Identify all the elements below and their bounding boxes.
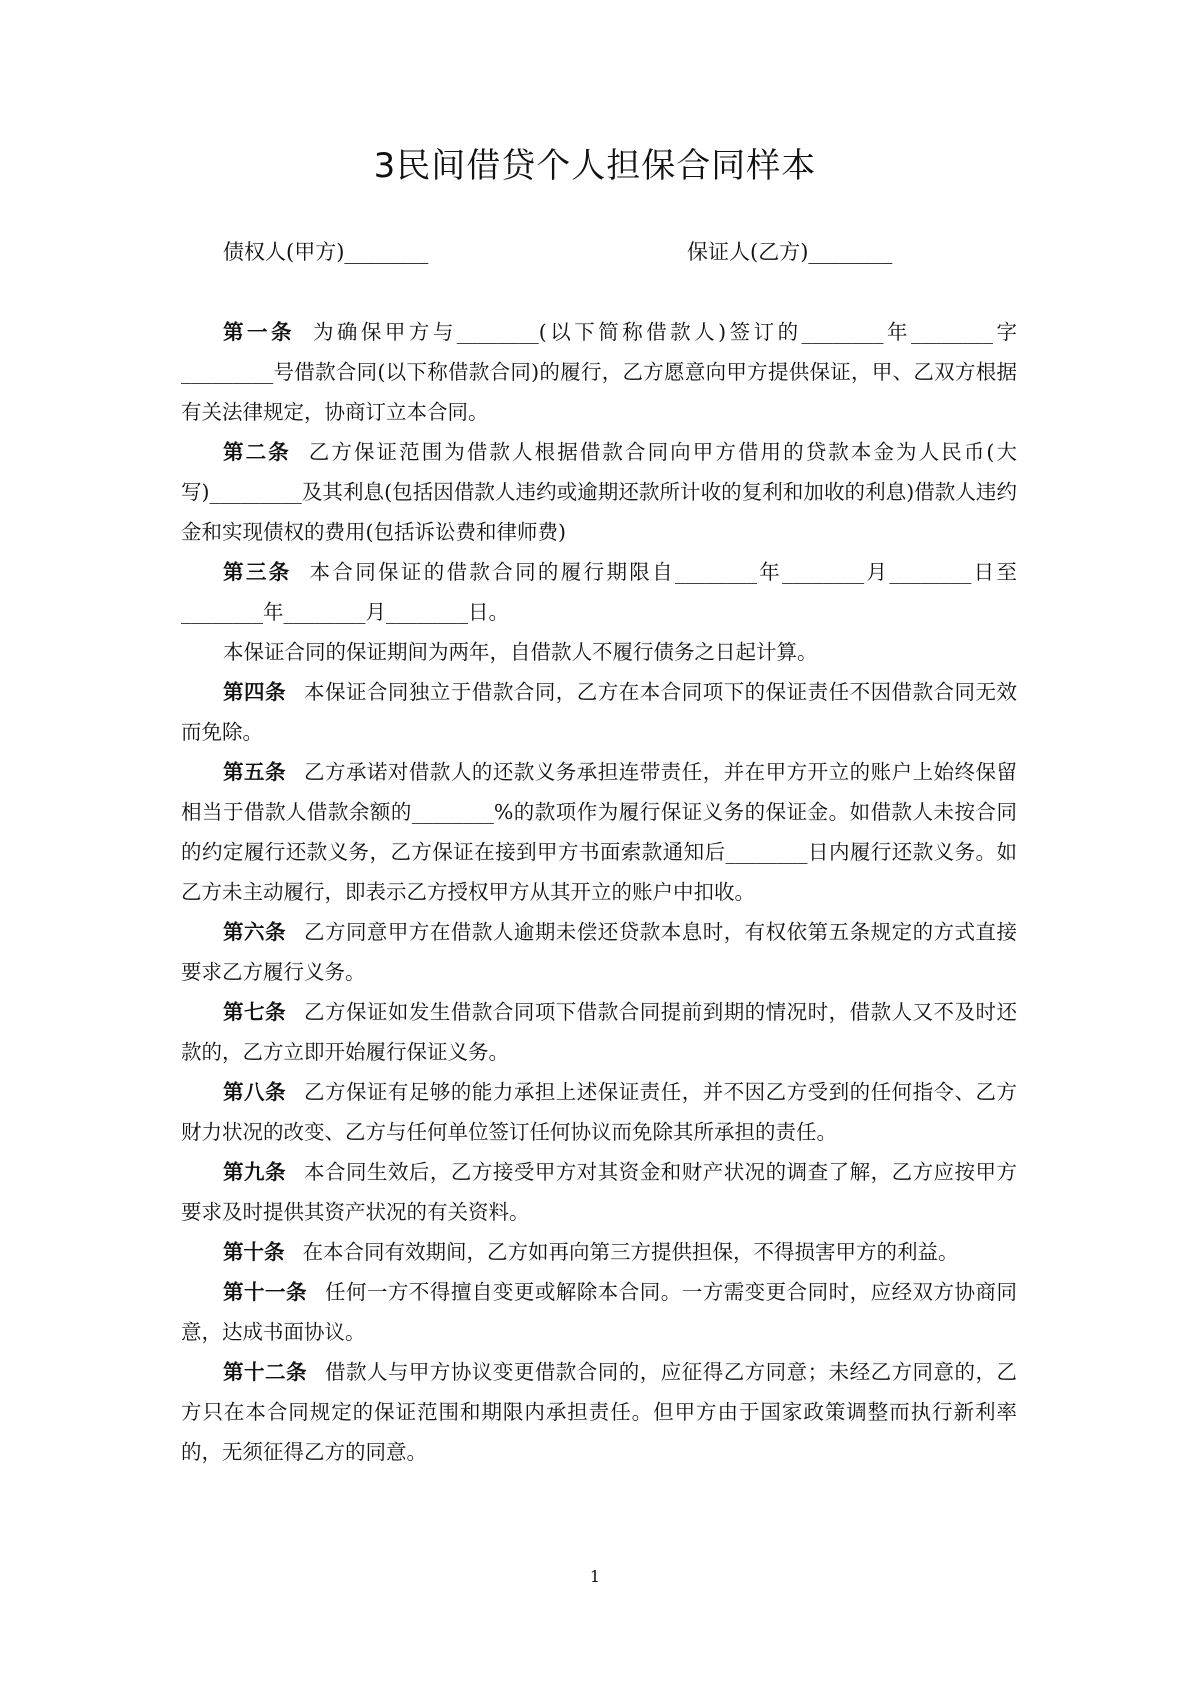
clause-11 (181, 1272, 1017, 1352)
clause-text: 乙方保证有足够的能力承担上述保证责任，并不因乙方受到的任何指令、乙方财力状况的改变、乙方与任何单位签订任何协议而免除其所承担的责任。 (181, 1080, 1018, 1144)
clause-text: 乙方同意甲方在借款人逾期未偿还贷款本息时，有权依第五条规定的方式直接要求乙方履行义务。 (181, 920, 1018, 984)
clause-number: 第十一条 (223, 1280, 307, 1304)
clause-8 (181, 1072, 1017, 1152)
clause-6 (181, 912, 1017, 992)
clause-text: 借款人与甲方协议变更借款合同的，应征得乙方同意；未经乙方同意的，乙方只在本合同规定的保证范围和期限内承担责任。但甲方由于国家政策调整而执行新利率的，无须征得乙方的同意。 (181, 1360, 1018, 1464)
page-number: 1 (589, 1567, 601, 1586)
clause-12 (181, 1352, 1017, 1472)
clause-3 (181, 552, 1017, 632)
clause-text: 任何一方不得擅自变更或解除本合同。一方需变更合同时，应经双方协商同意，达成书面协议。 (181, 1280, 1018, 1344)
clause-number: 第十条 (223, 1240, 285, 1264)
document-title: 3民间借贷个人担保合同样本 (373, 146, 817, 186)
clause-text: 在本合同有效期间，乙方如再向第三方提供担保，不得损害甲方的利益。 (302, 1240, 959, 1264)
clause-number: 第一条 (223, 320, 295, 344)
guarantor-field: 保证人(乙方)________ (687, 240, 893, 264)
clause-number: 第九条 (223, 1160, 286, 1184)
clause-number: 第三条 (223, 560, 292, 584)
parties-line (223, 236, 1023, 266)
clause-number: 第六条 (223, 920, 286, 944)
clause-number: 第五条 (223, 760, 286, 784)
creditor-field: 债权人(甲方)________ (223, 240, 429, 264)
clause-number: 第四条 (223, 680, 286, 704)
clause-number: 第七条 (223, 1000, 286, 1024)
contract-body (181, 312, 1017, 1472)
clause-text: 乙方保证如发生借款合同项下借款合同提前到期的情况时，借款人又不及时还款的，乙方立即开始履行保证义务。 (181, 1000, 1018, 1064)
clause-1 (181, 312, 1017, 432)
clause-10 (181, 1232, 1017, 1272)
clause-text: 本合同生效后，乙方接受甲方对其资金和财产状况的调查了解，乙方应按甲方要求及时提供其资产状况的有关资料。 (181, 1160, 1018, 1224)
clause-5 (181, 752, 1017, 912)
clause-text: 为确保甲方与________(以下简称借款人)签订的________年________字_________号借款合同(以下称借款合同)的履行，乙方愿意向甲方提供保证，甲、乙双方根据有关法律规定，协商订立本合同。 (181, 320, 1017, 424)
clause-3-note (181, 632, 1017, 672)
clause-text: 本保证合同独立于借款合同，乙方在本合同项下的保证责任不因借款合同无效而免除。 (181, 680, 1018, 744)
clause-text: 本保证合同的保证期间为两年，自借款人不履行债务之日起计算。 (223, 640, 818, 664)
clause-text: 乙方承诺对借款人的还款义务承担连带责任，并在甲方开立的账户上始终保留相当于借款人借款余额的________%的款项作为履行保证义务的保证金。如借款人未按合同的约定履行还款义务，乙方保证在接到甲方书面索款通知后________日内履行还款义务。如乙方未主动履行，即表示乙方授权甲方从其开立的账户中扣收。 (181, 760, 1018, 904)
clause-number: 第二条 (223, 440, 291, 464)
clause-number: 第八条 (223, 1080, 286, 1104)
clause-7 (181, 992, 1017, 1072)
clause-2 (181, 432, 1017, 552)
clause-9 (181, 1152, 1017, 1232)
clause-text: 乙方保证范围为借款人根据借款合同向甲方借用的贷款本金为人民币(大写)_________及其利息(包括因借款人违约或逾期还款所计收的复利和加收的利息)借款人违约金和实现债权的费用(包括诉讼费和律师费) (181, 440, 1017, 544)
clause-text: 本合同保证的借款合同的履行期限自________年________月________日至________年________月________日。 (181, 560, 1018, 624)
clause-4 (181, 672, 1017, 752)
clause-number: 第十二条 (223, 1360, 307, 1384)
